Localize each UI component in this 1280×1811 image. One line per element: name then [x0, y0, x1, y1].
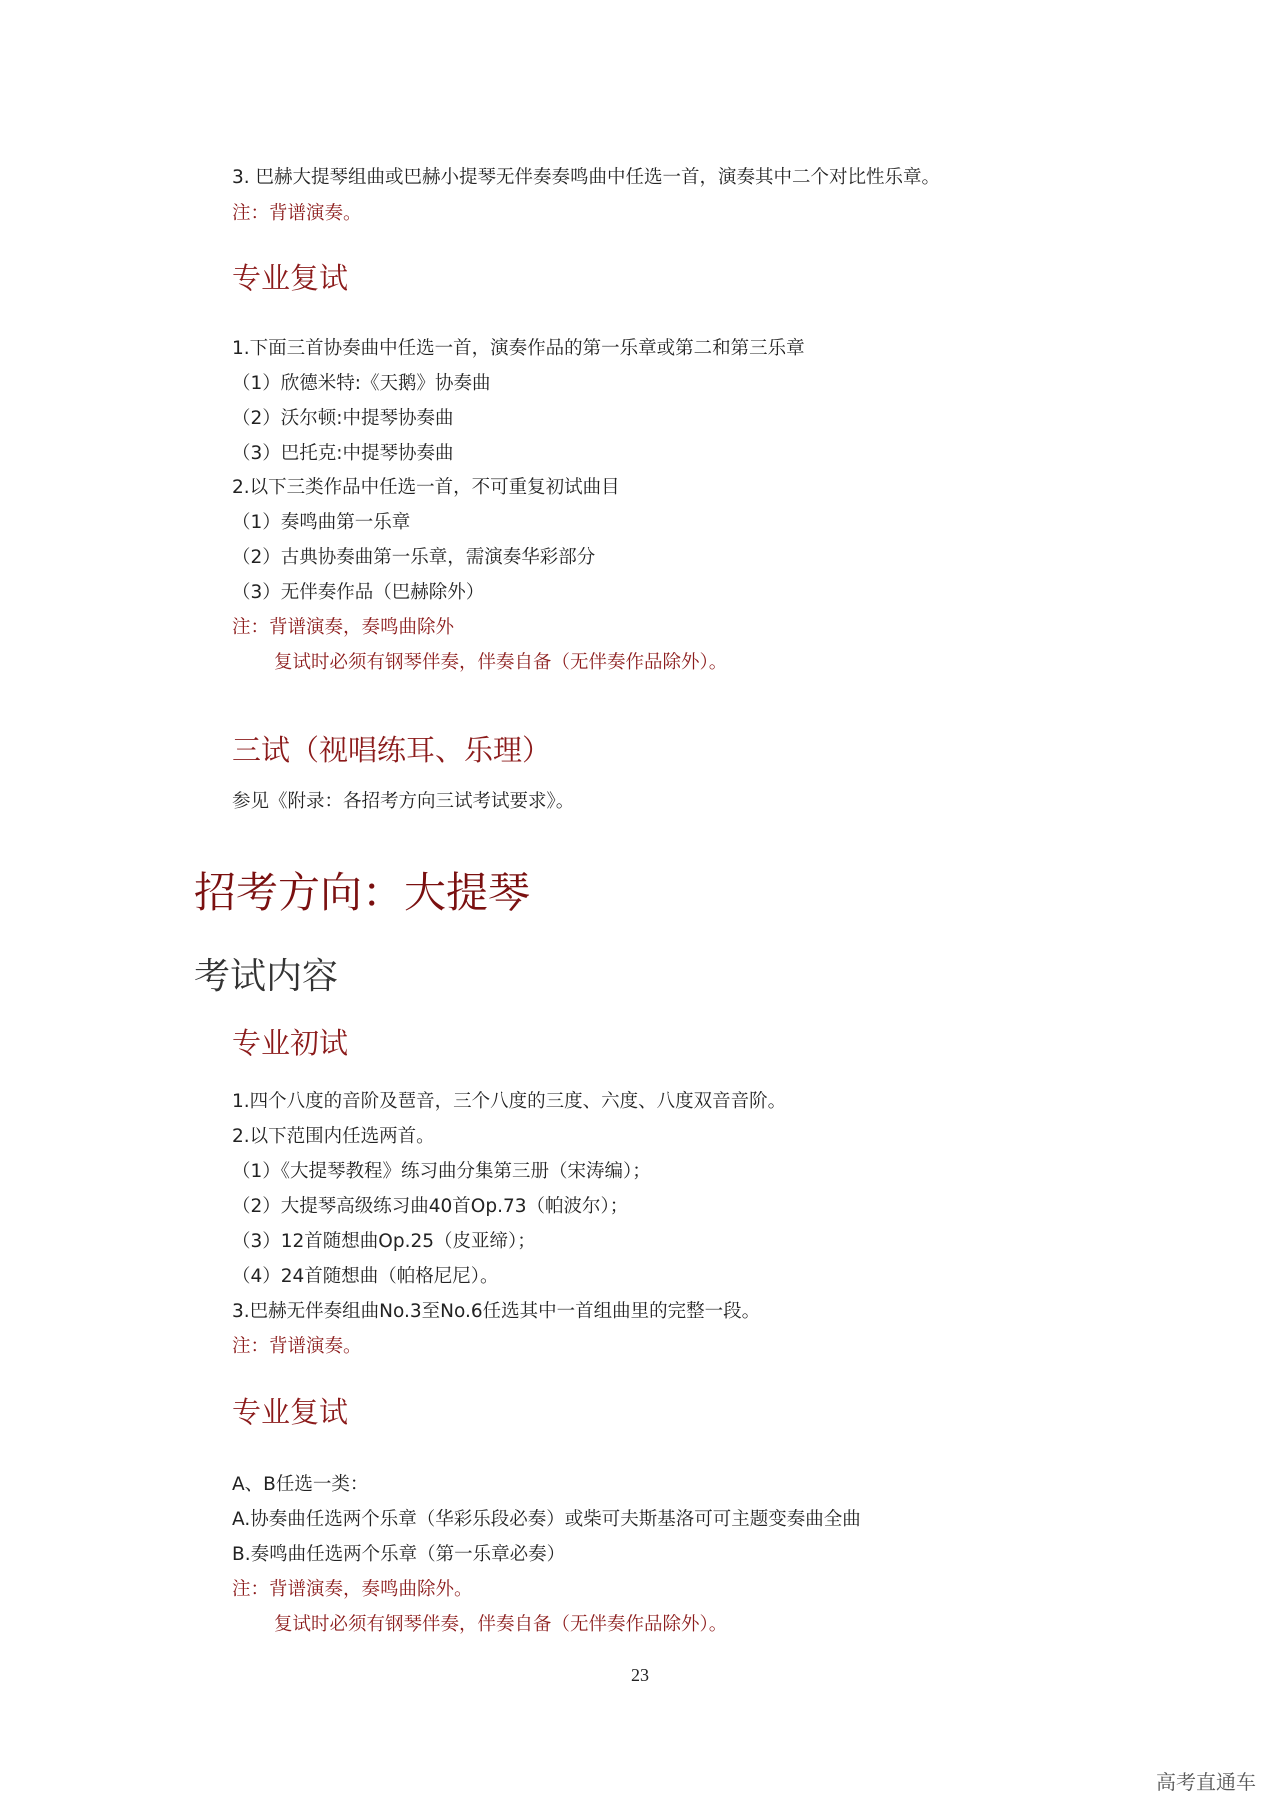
- body-line: B.奏鸣曲任选两个乐章（第一乐章必奏）: [232, 1544, 566, 1565]
- section-heading: 三试（视唱练耳、乐理）: [232, 733, 552, 767]
- watermark-text: 高考直通车: [1156, 1770, 1256, 1794]
- body-line: 1.四个八度的音阶及琶音，三个八度的三度、六度、八度双音音阶。: [232, 1091, 787, 1112]
- note-line: 注：背谱演奏。: [232, 1336, 362, 1357]
- section-heading: 专业复试: [232, 261, 349, 295]
- body-line: A.协奏曲任选两个乐章（华彩乐段必奏）或柴可夫斯基洛可可主题变奏曲全曲: [232, 1509, 861, 1530]
- body-line: 2.以下范围内任选两首。: [232, 1126, 435, 1147]
- section-heading: 专业初试: [232, 1026, 349, 1060]
- note-line: 复试时必须有钢琴伴奏，伴奏自备（无伴奏作品除外）。: [274, 1614, 728, 1635]
- content-heading: 考试内容: [194, 956, 339, 997]
- note-line: 注：背谱演奏，奏鸣曲除外。: [232, 1579, 473, 1600]
- body-line: 3. 巴赫大提琴组曲或巴赫小提琴无伴奏奏鸣曲中任选一首，演奏其中二个对比性乐章。: [232, 167, 941, 188]
- body-line: 2.以下三类作品中任选一首，不可重复初试曲目: [232, 477, 620, 498]
- body-line: 3.巴赫无伴奏组曲No.3至No.6任选其中一首组曲里的完整一段。: [232, 1301, 761, 1322]
- body-line: （2）大提琴高级练习曲40首Op.73（帕波尔）；: [232, 1196, 629, 1217]
- section-heading: 专业复试: [232, 1395, 349, 1429]
- body-line: （2）沃尔顿:中提琴协奏曲: [232, 408, 454, 429]
- body-line: （2）古典协奏曲第一乐章，需演奏华彩部分: [232, 547, 596, 568]
- page-number: 23: [631, 1665, 649, 1685]
- direction-heading: 招考方向：大提琴: [194, 868, 531, 917]
- note-line: 复试时必须有钢琴伴奏，伴奏自备（无伴奏作品除外）。: [274, 652, 728, 673]
- body-line: 参见《附录：各招考方向三试考试要求》。: [232, 791, 575, 812]
- body-line: （3）12首随想曲Op.25（皮亚缔）；: [232, 1231, 536, 1252]
- note-line: 注：背谱演奏。: [232, 203, 362, 224]
- body-line: （1）欣德米特:《天鹅》协奏曲: [232, 373, 491, 394]
- note-line: 注：背谱演奏，奏鸣曲除外: [232, 617, 455, 638]
- body-line: （1）奏鸣曲第一乐章: [232, 512, 411, 533]
- body-line: （4）24首随想曲（帕格尼尼）。: [232, 1266, 499, 1287]
- body-line: 1.下面三首协奏曲中任选一首，演奏作品的第一乐章或第二和第三乐章: [232, 338, 805, 359]
- body-line: （3）巴托克:中提琴协奏曲: [232, 443, 454, 464]
- body-line: A、B任选一类：: [232, 1474, 369, 1495]
- body-line: （1）《大提琴教程》练习曲分集第三册（宋涛编）；: [232, 1161, 651, 1182]
- body-line: （3）无伴奏作品（巴赫除外）: [232, 582, 485, 603]
